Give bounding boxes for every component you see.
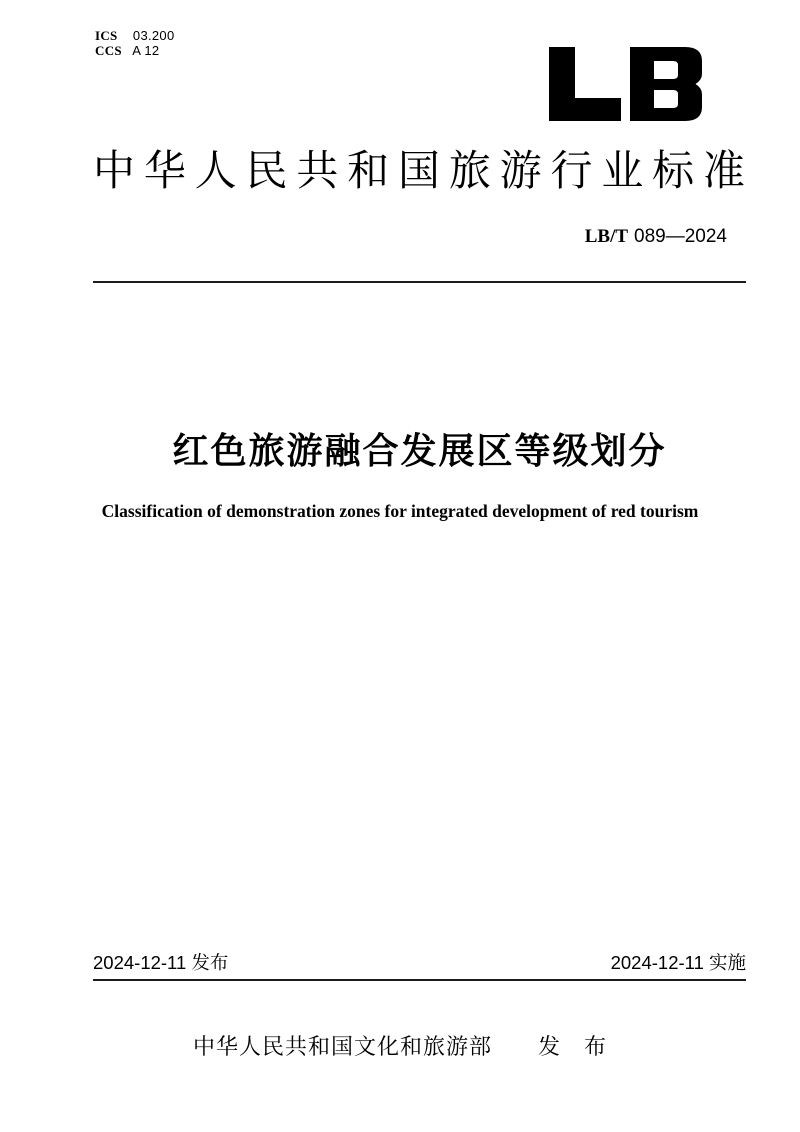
header-rule	[93, 281, 746, 283]
ccs-label: CCS	[95, 43, 122, 58]
issuing-authority: 中华人民共和国文化和旅游部 发 布	[192, 1034, 607, 1059]
standard-category-title: 中华人民共和国旅游行业标准	[93, 147, 745, 194]
lb-logo-glyphs	[549, 46, 702, 122]
ics-value: 03.200	[132, 28, 175, 43]
issue-date: 2024-12-11 发布	[93, 952, 229, 973]
ics-code	[95, 28, 174, 43]
standard-code-number: 089—2024	[634, 226, 727, 247]
standard-code-prefix: LB/T	[584, 226, 629, 247]
document-title-en: Classification of demonstration zones for integrated development of red tourism	[101, 501, 699, 521]
document-title-zh: 红色旅游融合发展区等级划分	[172, 430, 667, 471]
dates-row	[93, 951, 746, 975]
ccs-code	[95, 43, 174, 58]
ccs-value: A 12	[132, 43, 160, 58]
classification-codes	[95, 28, 174, 58]
lb-logo	[549, 46, 702, 122]
standard-number	[585, 225, 727, 249]
footer-rule	[93, 979, 746, 981]
implementation-date: 2024-12-11 实施	[610, 952, 746, 973]
ics-label: ICS	[95, 28, 118, 43]
